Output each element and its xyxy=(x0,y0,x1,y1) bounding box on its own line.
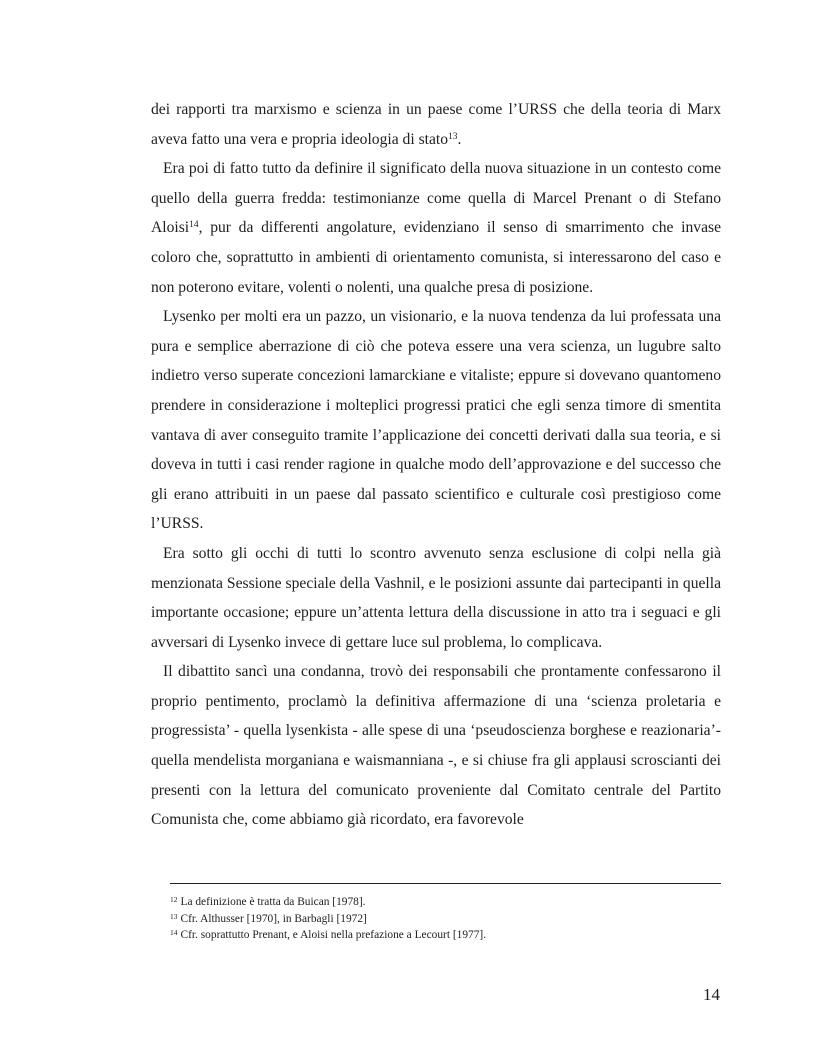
paragraph-text: Era sotto gli occhi di tutti lo scontro avvenuto senza esclusione di colpi nella già menzionata Sessione speciale della Vashnil, e le posizioni assunte dai partecipanti in quella importante occasione; eppure un’attenta lettura della discussione in atto tra i seguaci e gli avversari di Lysenko invece di gettare luce sul problema, lo complicava. xyxy=(151,544,721,651)
paragraph-3 xyxy=(151,302,721,539)
paragraph-text: dei rapporti tra marxismo e scienza in un paese come l’URSS che della teoria di Marx aveva fatto una vera e propria ideologia di stato xyxy=(151,101,721,148)
footnote-text: La definizione è tratta da Buican [1978]. xyxy=(180,896,366,908)
footnote-13 xyxy=(170,911,721,928)
body-text xyxy=(151,95,721,835)
footnotes xyxy=(170,894,721,944)
paragraph-4 xyxy=(151,539,721,657)
footnote-12 xyxy=(170,894,721,911)
footnote-number: 12 xyxy=(170,895,178,904)
footnote-number: 13 xyxy=(170,911,178,921)
paragraph-2 xyxy=(151,154,721,302)
footnote-text: Cfr. soprattutto Prenant, e Aloisi nella prefazione a Lecourt [1977]. xyxy=(180,929,487,941)
paragraph-text: Il dibattito sancì una condanna, trovò dei responsabili che prontamente confessarono il proprio pentimento, proclamò la definitiva affermazione di una ‘scienza proletaria e progressista’ - quella lysenkista - alle spese di una ‘pseudoscienza borghese e reazionaria’- quella mendelista morganiana e waismanniana -, e si chiuse fra gli applausi scroscianti dei presenti con la lettura del comunicato proveniente dal Comitato centrale del Partito Comunista che, come abbiamo già ricordato, era favorevole xyxy=(151,663,721,829)
footnote-14 xyxy=(170,927,721,944)
footnote-number: 14 xyxy=(170,928,178,937)
page-number: 14 xyxy=(703,985,720,1004)
paragraph-text: Era poi di fatto tutto da definire il significato della nuova situazione in un contesto come quello della guerra fredda: testimonianze come quella di Marcel Prenant o di Stefano Aloisi xyxy=(151,160,721,237)
paragraph-1 xyxy=(151,95,721,154)
footnote-separator xyxy=(170,883,721,884)
paragraph-text: , pur da differenti angolature, evidenziano il senso di smarrimento che invase coloro che, soprattutto in ambienti di orientamento comunista, si interessarono del caso e non poterono evitare, volenti o nolenti, una qualche presa di posizione. xyxy=(151,219,721,296)
paragraph-text: Lysenko per molti era un pazzo, un visionario, e la nuova tendenza da lui professata una pura e semplice aberrazione di ciò che poteva essere una vera scienza, un lugubre salto indietro verso superate concezioni lamarckiane e vitaliste; eppure si dovevano quantomeno prendere in considerazione i molteplici progressi pratici che egli senza timore di smentita vantava di aver conseguito tramite l’applicazione dei concetti derivati dalla sua teoria, e si doveva in tutti i casi render ragione in qualche modo dell’approvazione e del successo che gli erano attribuiti in un paese dal passato scientifico e culturale così prestigioso come l’URSS. xyxy=(151,308,721,533)
paragraph-text: . xyxy=(457,130,462,148)
footnote-ref-13: 13 xyxy=(448,131,458,142)
footnote-ref-14: 14 xyxy=(189,220,199,231)
footnote-text: Cfr. Althusser [1970], in Barbagli [1972] xyxy=(180,912,367,925)
paragraph-5 xyxy=(151,657,721,835)
